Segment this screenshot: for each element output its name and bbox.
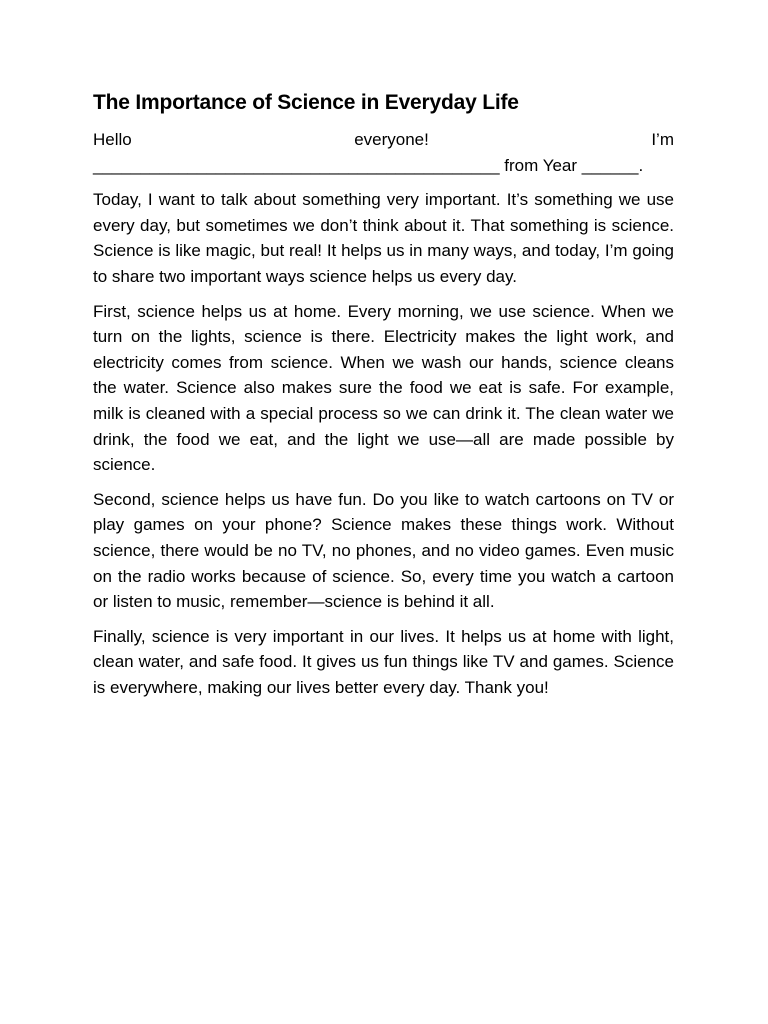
document-page bbox=[93, 88, 674, 709]
greeting-word-hello: Hello bbox=[93, 130, 132, 149]
year-blank: ______ bbox=[581, 155, 639, 175]
greeting-line bbox=[93, 127, 674, 153]
greeting-word-im: I’m bbox=[651, 130, 674, 149]
paragraph-conclusion: Finally, science is very important in our lives. It helps us at home with light, clean water, and safe food. It gives us fun things like TV and games. Science is everywhere, making our lives better every day. Thank you! bbox=[93, 626, 674, 697]
paragraph-home: First, science helps us at home. Every morning, we use science. When we turn on the lights, science is there. Electricity makes the light work, and electricity comes from science. When we wash our hands, science cleans the water. Science also makes sure the food we eat is safe. For example, milk is cleaned with a special process so we can drink it. The clean water we drink, the food we eat, and the light we use—all are made possible by science. bbox=[93, 301, 674, 475]
paragraph-fun: Second, science helps us have fun. Do you like to watch cartoons on TV or play games on your phone? Science makes these things work. Without science, there would be no TV, no phones, and no video games. Even music on the radio works because of science. So, every time you watch a cartoon or listen to music, remember—science is behind it all. bbox=[93, 489, 674, 612]
document-title: The Importance of Science in Everyday Life bbox=[93, 91, 519, 114]
line-end-period: . bbox=[638, 155, 644, 175]
name-fill-line bbox=[93, 153, 674, 179]
greeting-word-everyone: everyone! bbox=[354, 130, 429, 149]
paragraph-intro: Today, I want to talk about something very important. It’s something we use every day, but sometimes we don’t think about it. That something is science. Science is like magic, but real! It helps us in many ways, and today, I’m going to share two important ways science helps us every day. bbox=[93, 190, 674, 286]
from-year-text: from Year bbox=[499, 155, 582, 175]
name-blank: ___________________________________________ bbox=[93, 155, 500, 175]
